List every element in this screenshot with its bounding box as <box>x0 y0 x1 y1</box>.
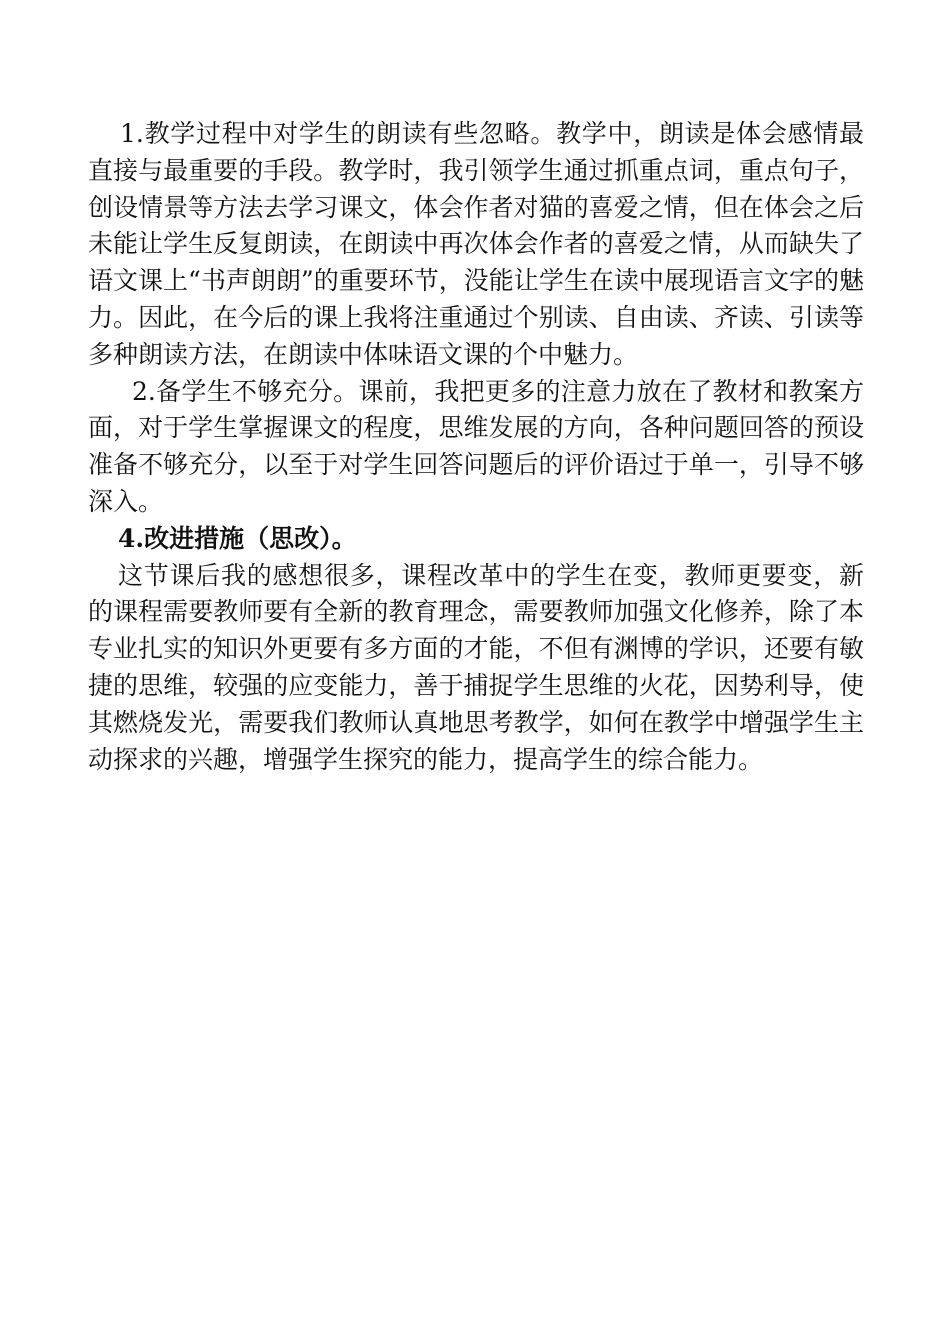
paragraph-reading-neglected: 1.教学过程中对学生的朗读有些忽略。教学中，朗读是体会感情最直接与最重要的手段。教学时，我引领学生通过抓重点词，重点句子，创设情景等方法去学习课文，体会作者对猫的喜爱之情，但在体会之后未能让学生反复朗读，在朗读中再次体会作者的喜爱之情，从而缺失了语文课上“书声朗朗”的重要环节，没能让学生在读中展现语言文字的魅力。因此，在今后的课上我将注重通过个别读、自由读、齐读、引读等多种朗读方法，在朗读中体味语文课的个中魅力。 <box>88 119 864 369</box>
section-heading-improvement: 4.改进措施（思改）。 <box>118 523 357 553</box>
paragraph-student-preparation: 2.备学生不够充分。课前，我把更多的注意力放在了教材和教案方面，对于学生掌握课文的程度，思维发展的方向，各种问题回答的预设准备不够充分，以至于对学生回答问题后的评价语过于单一，引导不够深入。 <box>88 376 864 516</box>
paragraph-reflection: 这节课后我的感想很多，课程改革中的学生在变，教师更要变，新的课程需要教师要有全新的教育理念，需要教师加强文化修养，除了本专业扎实的知识外更要有多方面的才能，不但有渊博的学识，还要有敏捷的思维，较强的应变能力，善于捕捉学生思维的火花，因势利导，使其燃烧发光，需要我们教师认真地思考教学，如何在教学中增强学生主动探求的兴趣，增强学生探究的能力，提高学生的综合能力。 <box>88 560 864 774</box>
document-body <box>88 116 864 778</box>
